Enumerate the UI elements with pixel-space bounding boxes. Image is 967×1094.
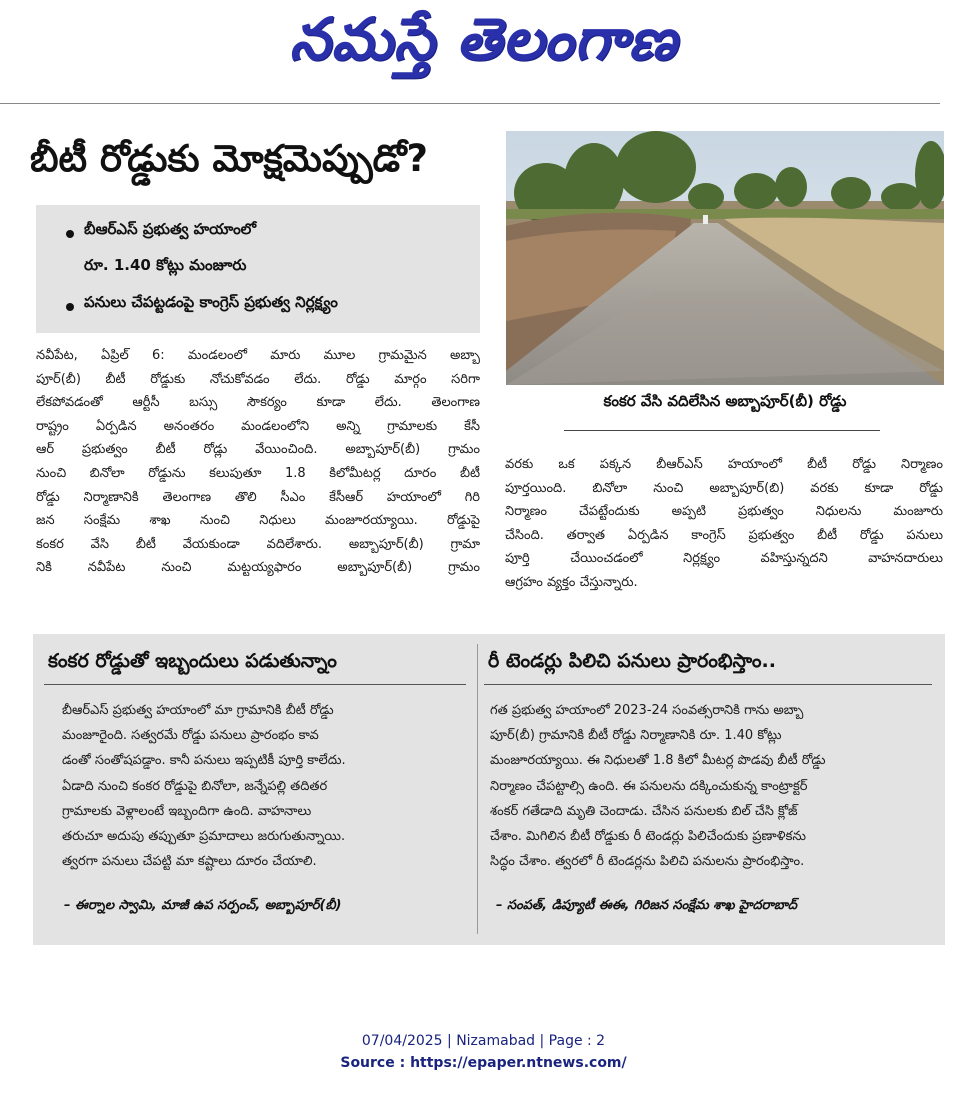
quote-body-left bbox=[62, 698, 466, 874]
body-line: చేసింది. తర్వాత ఏర్పడిన కాంగ్రెస్ ప్రభుత్వం బీటీ రోడ్డు పనులు bbox=[505, 527, 943, 543]
photo-caption: కంకర వేసి వదిలేసిన అబ్బాపూర్(బీ) రోడ్డు bbox=[603, 392, 847, 410]
quote-heading-rule bbox=[44, 684, 466, 685]
highlight-item: రూ. 1.40 కోట్లు మంజూరు bbox=[84, 256, 247, 274]
body-line: రాష్ట్రం ఏర్పడిన అనంతరం మండలంలోని అన్ని గ్రామాలకు కేసీ bbox=[36, 418, 480, 434]
body-line: జన సంక్షేమ శాఖ నుంచి నిధులు మంజూరయ్యాయి. రోడ్డుపై bbox=[36, 513, 480, 529]
article-body-left bbox=[36, 344, 480, 580]
bullet-icon bbox=[66, 303, 74, 311]
highlights-box bbox=[36, 205, 480, 333]
quote-attribution-right: – సంపత్, డిప్యూటీ ఈఈ, గిరిజన సంక్షేమ శాఖ హైదరాబాద్ bbox=[496, 898, 797, 913]
newspaper-logo-title: నమస్తే తెలంగాణ bbox=[289, 4, 678, 73]
body-line: నుంచి బినోలా రోడ్డును కలుపుతూ 1.8 కిలోమీటర్ల దూరం బీటీ bbox=[36, 465, 480, 481]
highlight-item: పనులు చేపట్టడంపై కాంగ్రెస్ ప్రభుత్వ నిర్లక్ష్యం bbox=[84, 293, 338, 311]
quote-line: గ్రామాలకు వెళ్లాలంటే ఇబ్బందిగా ఉంది. వాహనాలు bbox=[62, 803, 312, 819]
source-link[interactable]: Source : https://epaper.ntnews.com/ bbox=[340, 1055, 627, 1071]
quote-line: పూర్(బీ) గ్రామానికి బీటీ రోడ్డు నిర్మాణానికి రూ. 1.40 కోట్లు bbox=[490, 728, 782, 744]
quotes-column-divider bbox=[477, 644, 478, 934]
body-line: రోడ్డు నిర్మాణానికి తెలంగాణ తొలి సీఎం కేసీఆర్ హయాంలో గిరి bbox=[36, 489, 480, 505]
road-photo-illustration bbox=[506, 131, 944, 385]
highlight-item: బీఆర్ఎస్ ప్రభుత్వ హయాంలో bbox=[84, 220, 257, 238]
quote-line: బీఆర్ఎస్ ప్రభుత్వ హయాంలో మా గ్రామానికి బీటీ రోడ్డు bbox=[62, 703, 334, 718]
body-line: పూర్(బీ) బీటీ రోడ్డుకు నోచుకోవడం లేదు. రోడ్డు మార్గం సరిగా bbox=[36, 371, 480, 387]
body-line: ఆర్ ప్రభుత్వం బీటీ రోడ్లు వేయించింది. అబ్బాపూర్(బీ) గ్రామం bbox=[36, 442, 480, 458]
quote-line: మంజూరయ్యాయి. ఈ నిధులతో 1.8 కిలో మీటర్ల పొడవు బీటీ రోడ్డు bbox=[490, 753, 826, 769]
quote-attribution-left: – ఈర్నాల స్వామి, మాజీ ఉప సర్పంచ్, అబ్బాపూర్(బీ) bbox=[64, 898, 342, 913]
masthead-divider bbox=[0, 103, 940, 104]
quote-line: చేశాం. మిగిలిన బీటీ రోడ్డుకు రీ టెండర్లు పిలిచేందుకు ప్రణాళికను bbox=[490, 829, 806, 845]
edition-info: 07/04/2025 | Nizamabad | Page : 2 bbox=[361, 1033, 606, 1049]
article-body-right bbox=[505, 453, 943, 595]
quote-line: తరుచూ అదుపు తప్పుతూ ప్రమాదాలు జరుగుతున్నాయి. bbox=[62, 829, 346, 845]
quote-heading-rule bbox=[484, 684, 932, 685]
quote-line: నిర్మాణం చేపట్టాల్సి ఉంది. ఈ పనులను దక్కించుకున్న కాంట్రాక్టర్ bbox=[490, 778, 808, 794]
page-footer bbox=[0, 1030, 967, 1074]
quote-body-right bbox=[490, 698, 930, 874]
body-line: నిర్మాణం చేపట్టేందుకు అప్పటి ప్రభుత్వం నిధులను మంజూరు bbox=[505, 504, 943, 520]
body-line: లేకపోవడంతో ఆర్టీసీ బస్సు సౌకర్యం కూడా లేదు. తెలంగాణ bbox=[36, 395, 480, 411]
quote-heading-left: కంకర రోడ్డుతో ఇబ్బందులు పడుతున్నాం bbox=[48, 650, 337, 672]
masthead bbox=[0, 0, 967, 92]
body-line: నవీపేట, ఏప్రిల్ 6: మండలంలో మారు మూల గ్రామమైన అబ్బా bbox=[36, 348, 480, 363]
quote-line: మంజూరైంది. సత్వరమే రోడ్డు పనులు ప్రారంభం కావ bbox=[62, 728, 319, 744]
article-headline: బీటీ రోడ్డుకు మోక్షమెప్పుడో? bbox=[30, 137, 428, 180]
body-line: నికి నవీపేట నుంచి మట్టయ్యఫారం అబ్బాపూర్(బీ) గ్రామం bbox=[36, 560, 480, 576]
quote-line: ఏడాది నుంచి కంకర రోడ్డుపై బినోలా, జన్నేపల్లి తదితర bbox=[62, 778, 328, 794]
body-line: పూర్తి చేయించడంలో నిర్లక్ష్యం వహిస్తున్నదని వాహనదారులు bbox=[505, 551, 943, 567]
road-photo bbox=[506, 131, 944, 385]
quote-line: శంకర్ గతేడాది మృతి చెందాడు. చేసిన పనులకు బిల్ చేసి క్లోజ్ bbox=[490, 803, 798, 819]
caption-underline bbox=[564, 430, 880, 431]
body-line: పూర్తయింది. బినోలా నుంచి అబ్బాపూర్(బి) వరకు కూడా రోడ్డు bbox=[505, 480, 943, 496]
quote-line: సిద్ధం చేశాం. త్వరలో రీ టెండర్లను పిలిచి పనులను ప్రారంభిస్తాం. bbox=[490, 854, 805, 870]
quote-line: త్వరగా పనులు చేపట్టి మా కష్టాలు దూరం చేయాలి. bbox=[62, 854, 317, 870]
quote-line: డంతో సంతోషపడ్డాం. కానీ పనులు ఇప్పటికీ పూర్తి కాలేదు. bbox=[62, 753, 346, 769]
body-line: కంకర వేసి బీటీ వేయకుండా వదిలేశారు. అబ్బాపూర్(బీ) గ్రామా bbox=[36, 536, 480, 552]
quote-line: గత ప్రభుత్వ హయాంలో 2023-24 సంవత్సరానికి గాను అబ్బా bbox=[490, 703, 804, 718]
body-line-last: ఆగ్రహం వ్యక్తం చేస్తున్నారు. bbox=[505, 574, 638, 590]
body-line: వరకు ఒక పక్కన బీఆర్ఎస్ హయాంలో బీటీ రోడ్డు నిర్మాణం bbox=[505, 457, 943, 472]
bullet-icon bbox=[66, 230, 74, 238]
quote-heading-right: రీ టెండర్లు పిలిచి పనులు ప్రారంభిస్తాం.. bbox=[488, 650, 776, 672]
